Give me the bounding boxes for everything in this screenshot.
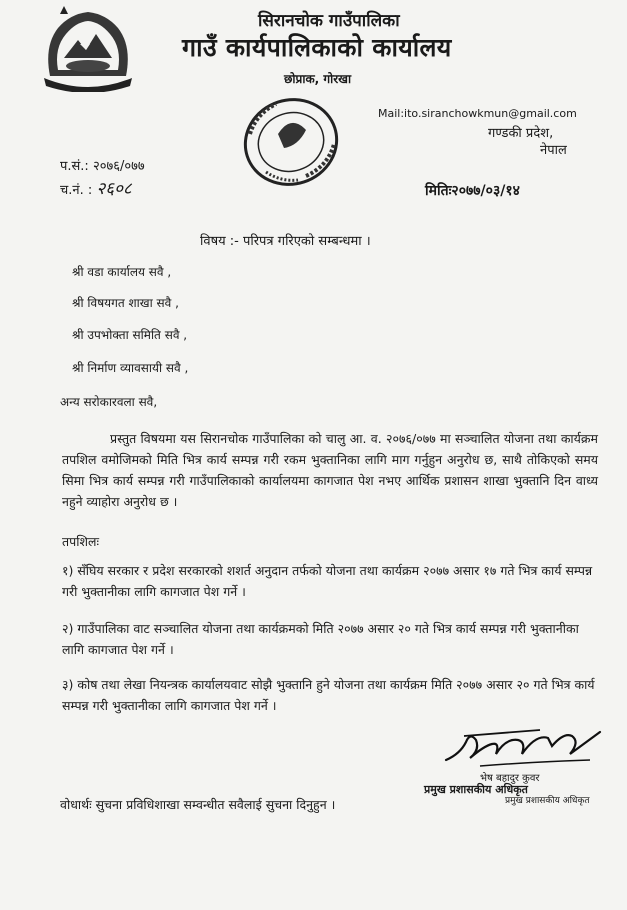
office-name: गाउँ कार्यपालिकाको कार्यालय xyxy=(182,33,452,62)
province: गण्डकी प्रदेश, xyxy=(488,126,554,141)
municipality-name: सिरानचोक गाउँपालिका xyxy=(258,11,400,31)
detail-item: १) सँघिय सरकार र प्रदेश सरकारको शशर्त अनुदान तर्फको योजना तथा कार्यक्रम २०७७ असार १७ गते भित्र कार्य सम्पन्न गरी भुक्तानीका लागि कागजात पेश गर्ने । xyxy=(62,563,593,599)
dispatch-number-line xyxy=(60,176,132,199)
details-heading: तपशिलः xyxy=(62,534,99,549)
body-paragraph: प्रस्तुत विषयमा यस सिरानचोक गाउँपालिका को चालु आ. व. २०७६/०७७ मा सञ्चालित योजना तथा कार्यक्रम तपशिल वमोजिमको मिति भित्र कार्य सम्पन्न गरी रकम भुक्तानिका लागि माग गर्नुहुन अनुरोध छ, साथै तोकिएको समय सिमा भित्र कार्य सम्पन्न गरी गाउँपालिकाको कार्यालयमा कागजात पेश नभए आर्थिक प्रशासन शाखा भुक्तानि दिन वाध्य नहुने व्याहोरा अनुरोध छ । xyxy=(62,431,598,509)
recipient-line: श्री उपभोक्ता समिति सवै , xyxy=(72,328,188,342)
dispatch-number: २६०८ xyxy=(96,179,132,199)
recipient-line: श्री वडा कार्यालय सवै , xyxy=(72,265,172,279)
handwritten-signature xyxy=(440,724,608,770)
recipient-line: श्री निर्माण व्यावसायी सवै , xyxy=(72,361,189,375)
nepal-emblem-icon xyxy=(40,6,136,92)
reference-number: प.सं.: २०७६/०७७ xyxy=(60,159,145,174)
office-seal-stamp xyxy=(236,94,346,190)
detail-item: ३) कोष तथा लेखा नियन्त्रक कार्यालयवाट सोझै भुक्तानि हुने योजना तथा कार्यक्रम मिति २०७७ असार २० गते भित्र कार्य सम्पन्न गरी भुक्तानीका लागि कागजात पेश गर्ने । xyxy=(62,677,595,713)
signatory-name: भेष बहादुर कुवर xyxy=(480,773,540,784)
country: नेपाल xyxy=(540,143,567,158)
office-address: छोप्राक, गोरखा xyxy=(284,72,352,86)
detail-item: २) गाउँपालिका वाट सञ्चालित योजना तथा कार्यक्रमको मिति २०७७ असार २० गते भित्र कार्य सम्पन्न गरी भुक्तानीका लागि कागजात पेश गर्ने । xyxy=(62,621,579,657)
recipient-line: अन्य सरोकारवला सवै, xyxy=(60,395,158,409)
subject-line: विषय :- परिपत्र गरिएको सम्बन्धमा । xyxy=(200,234,371,249)
signatory-title: प्रमुख प्रशासकीय अधिकृत xyxy=(424,783,528,796)
dispatch-label: च.नं. : xyxy=(60,183,93,198)
email-address: Mail:ito.siranchowkmun@gmail.com xyxy=(378,107,577,120)
recipient-line: श्री विषयगत शाखा सवै , xyxy=(72,296,179,310)
letter-date: मितिः२०७७/०३/१४ xyxy=(425,183,520,199)
signatory-subtitle: प्रमुख प्रशासकीय अधिकृत xyxy=(505,796,590,806)
cc-line: वोधार्थः सुचना प्रविधिशाखा सम्वन्धीत सवैलाई सुचना दिनुहुन । xyxy=(60,797,336,812)
